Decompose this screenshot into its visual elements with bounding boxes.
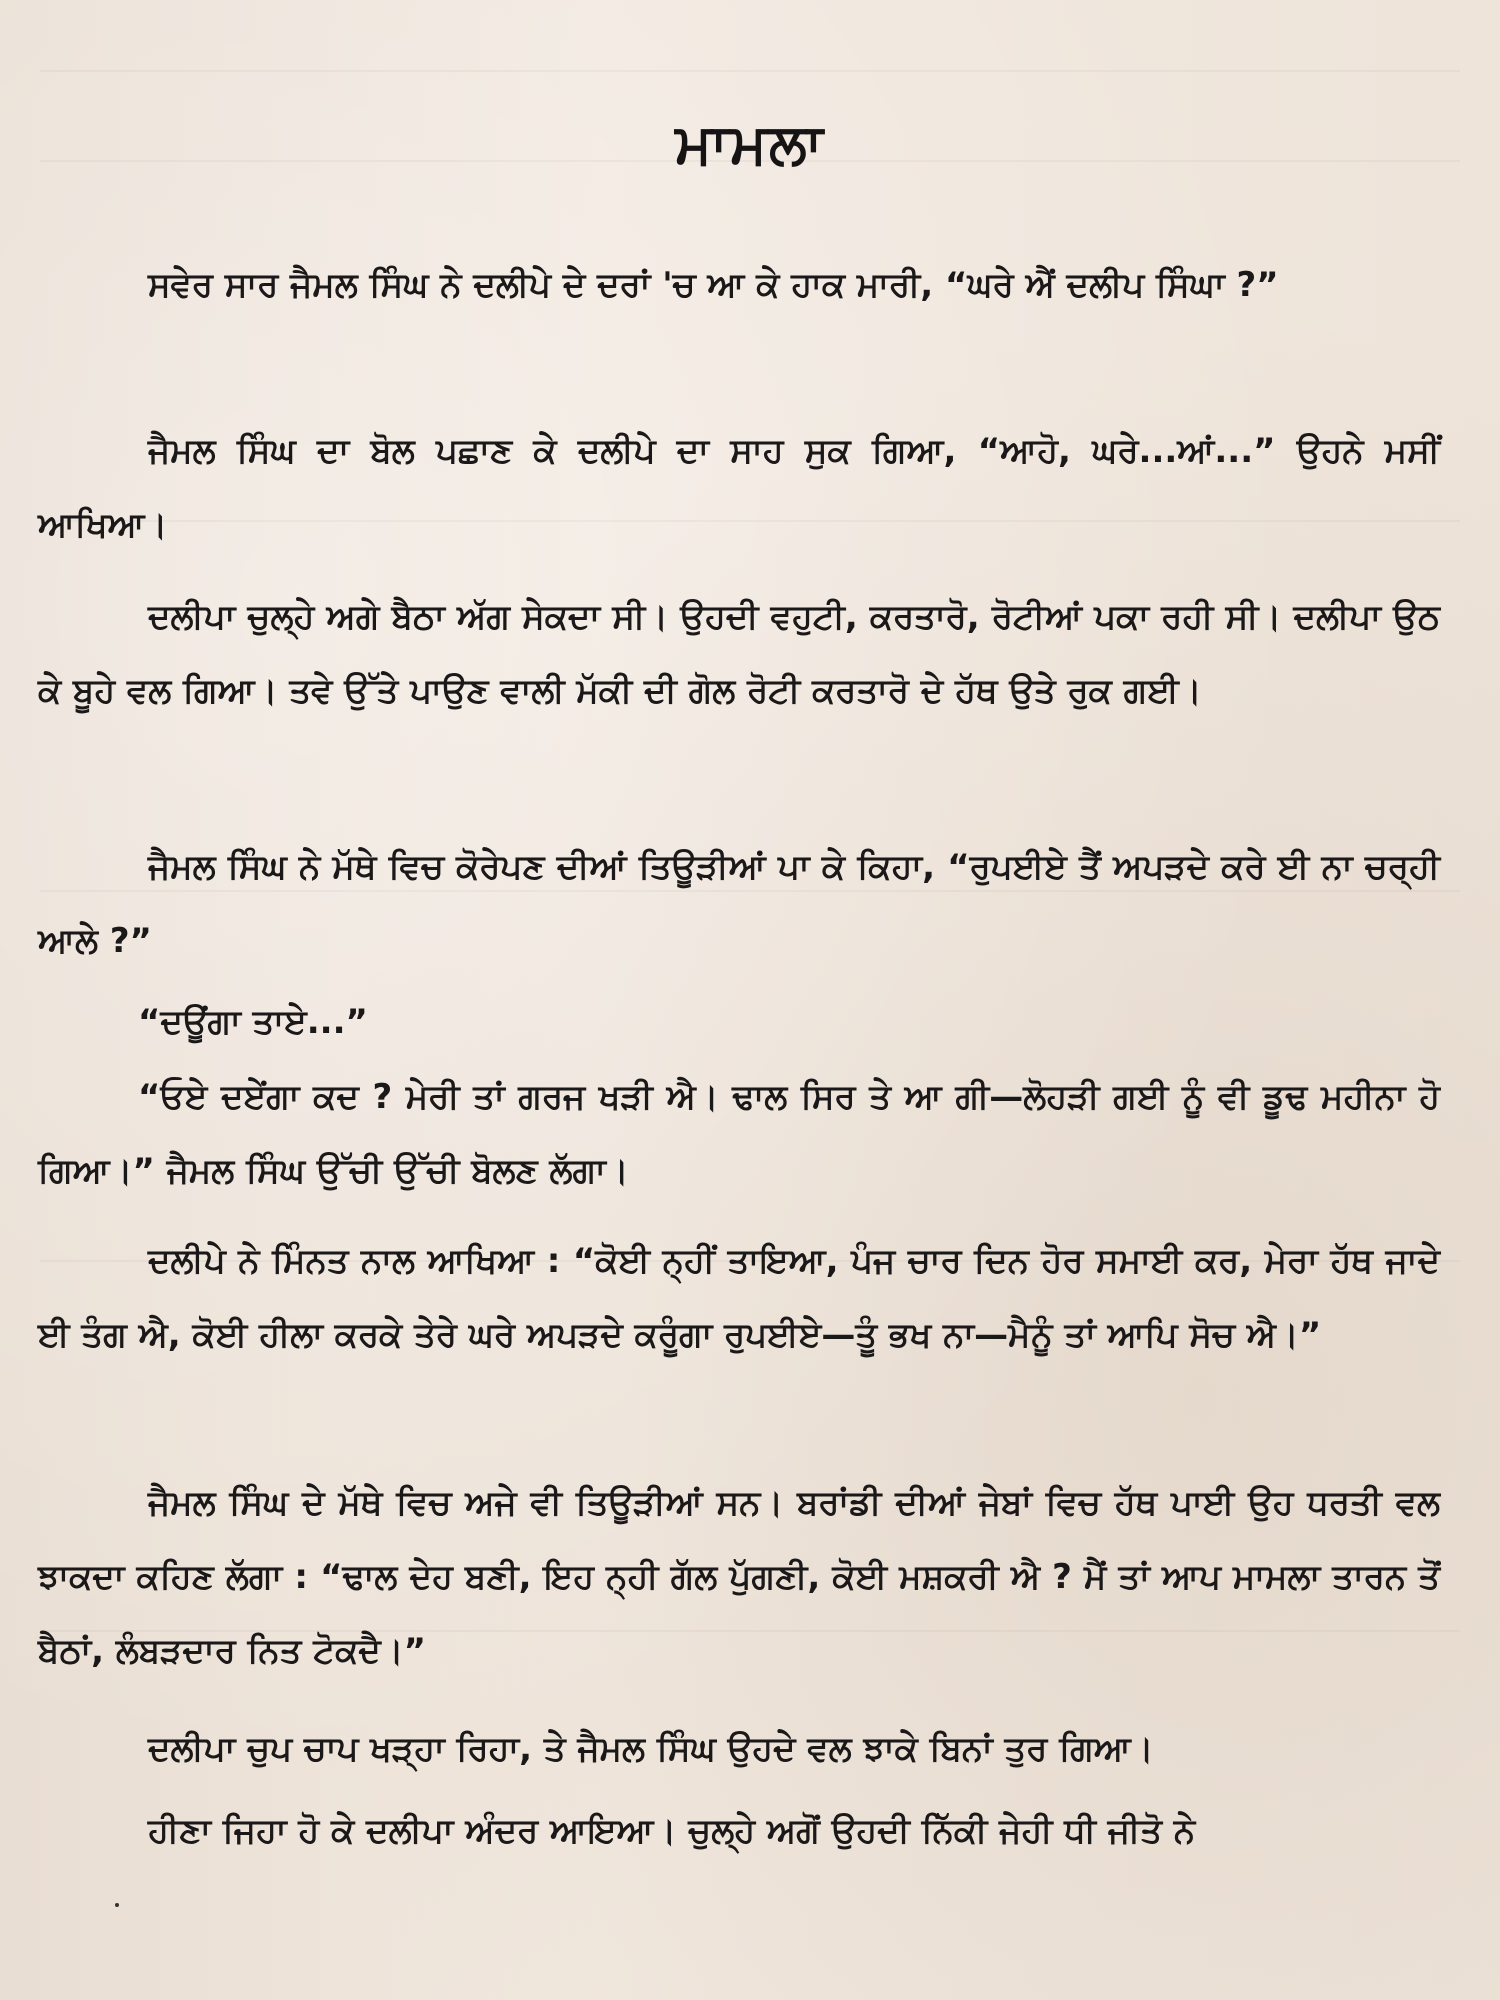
- paragraph-8: ਜੈਮਲ ਸਿੰਘ ਦੇ ਮੱਥੇ ਵਿਚ ਅਜੇ ਵੀ ਤਿਊੜੀਆਂ ਸਨ। ਬਰਾਂਡੀ ਦੀਆਂ ਜੇਬਾਂ ਵਿਚ ਹੱਥ ਪਾਈ ਉਹ ਧਰਤੀ ਵਲ ਝਾਕਦਾ ਕਹਿਣ ਲੱਗਾ : “ਢਾਲ ਦੇਹ ਬਣੀ, ਇਹ ਨ੍ਹੀ ਗੱਲ ਪੁੱਗਣੀ, ਕੋਈ ਮਸ਼ਕਰੀ ਐ ? ਮੈਂ ਤਾਂ ਆਪ ਮਾਮਲਾ ਤਾਰਨ ਤੋਂ ਬੈਠਾਂ, ਲੰਬੜਦਾਰ ਨਿਤ ਟੋਕਦੈ।”: [38, 1483, 1440, 1671]
- bleed-through-line: [40, 70, 1460, 72]
- paragraph-9: ਦਲੀਪਾ ਚੁਪ ਚਾਪ ਖੜ੍ਹਾ ਰਿਹਾ, ਤੇ ਜੈਮਲ ਸਿੰਘ ਉਹਦੇ ਵਲ ਝਾਕੇ ਬਿਨਾਂ ਤੁਰ ਗਿਆ।: [148, 1729, 1154, 1769]
- paragraph-7: ਦਲੀਪੇ ਨੇ ਮਿੰਨਤ ਨਾਲ ਆਖਿਆ : “ਕੋਈ ਨ੍ਹੀਂ ਤਾਇਆ, ਪੰਜ ਚਾਰ ਦਿਨ ਹੋਰ ਸਮਾਈ ਕਰ, ਮੇਰਾ ਹੱਥ ਜਾਦੇ ਈ ਤੰਗ ਐ, ਕੋਈ ਹੀਲਾ ਕਰਕੇ ਤੇਰੇ ਘਰੇ ਅਪੜਦੇ ਕਰੂੰਗਾ ਰੁਪਈਏ—ਤੂੰ ਭਖ ਨਾ—ਮੈਨੂੰ ਤਾਂ ਆਪਿ ਸੋਚ ਐ।”: [38, 1241, 1440, 1355]
- paragraph-6: “ਓਏ ਦਏਂਗਾ ਕਦ ? ਮੇਰੀ ਤਾਂ ਗਰਜ ਖੜੀ ਐ। ਢਾਲ ਸਿਰ ਤੇ ਆ ਗੀ—ਲੋਹੜੀ ਗਈ ਨੂੰ ਵੀ ਡੂਢ ਮਹੀਨਾ ਹੋ ਗਿਆ।” ਜੈਮਲ ਸਿੰਘ ਉੱਚੀ ਉੱਚੀ ਬੋਲਣ ਲੱਗਾ।: [38, 1077, 1440, 1191]
- paragraph-4: ਜੈਮਲ ਸਿੰਘ ਨੇ ਮੱਥੇ ਵਿਚ ਕੋਰੇਪਣ ਦੀਆਂ ਤਿਊੜੀਆਂ ਪਾ ਕੇ ਕਿਹਾ, “ਰੁਪਈਏ ਤੈਂ ਅਪੜਦੇ ਕਰੇ ਈ ਨਾ ਚਰ੍ਹੀ ਆਲੇ ?”: [38, 847, 1440, 961]
- paragraph-10: ਹੀਣਾ ਜਿਹਾ ਹੋ ਕੇ ਦਲੀਪਾ ਅੰਦਰ ਆਇਆ। ਚੁਲ੍ਹੇ ਅਗੋਂ ਉਹਦੀ ਨਿੱਕੀ ਜੇਹੀ ਧੀ ਜੀਤੋ ਨੇ: [148, 1811, 1196, 1851]
- paragraph-2: ਜੈਮਲ ਸਿੰਘ ਦਾ ਬੋਲ ਪਛਾਣ ਕੇ ਦਲੀਪੇ ਦਾ ਸਾਹ ਸੁਕ ਗਿਆ, “ਆਹੋ, ਘਰੇ...ਆਂ...” ਉਹਨੇ ਮਸੀਂ ਆਖਿਆ।: [38, 431, 1440, 545]
- paragraph-3: ਦਲੀਪਾ ਚੁਲ੍ਹੇ ਅਗੇ ਬੈਠਾ ਅੱਗ ਸੇਕਦਾ ਸੀ। ਉਹਦੀ ਵਹੁਟੀ, ਕਰਤਾਰੋ, ਰੋਟੀਆਂ ਪਕਾ ਰਹੀ ਸੀ। ਦਲੀਪਾ ਉਠ ਕੇ ਬੂਹੇ ਵਲ ਗਿਆ। ਤਵੇ ਉੱਤੇ ਪਾਉਣ ਵਾਲੀ ਮੱਕੀ ਦੀ ਗੋਲ ਰੋਟੀ ਕਰਤਾਰੋ ਦੇ ਹੱਥ ਉਤੇ ਰੁਕ ਗਈ।: [38, 597, 1440, 711]
- ink-speck: [115, 1903, 119, 1907]
- chapter-title: ਮਾਮਲਾ: [675, 112, 825, 177]
- paragraph-1: ਸਵੇਰ ਸਾਰ ਜੈਮਲ ਸਿੰਘ ਨੇ ਦਲੀਪੇ ਦੇ ਦਰਾਂ 'ਚ ਆ ਕੇ ਹਾਕ ਮਾਰੀ, “ਘਰੇ ਐਂ ਦਲੀਪ ਸਿੰਘਾ ?”: [148, 265, 1279, 305]
- paragraph-5: “ਦਊਂਗਾ ਤਾਏ...”: [138, 1002, 368, 1042]
